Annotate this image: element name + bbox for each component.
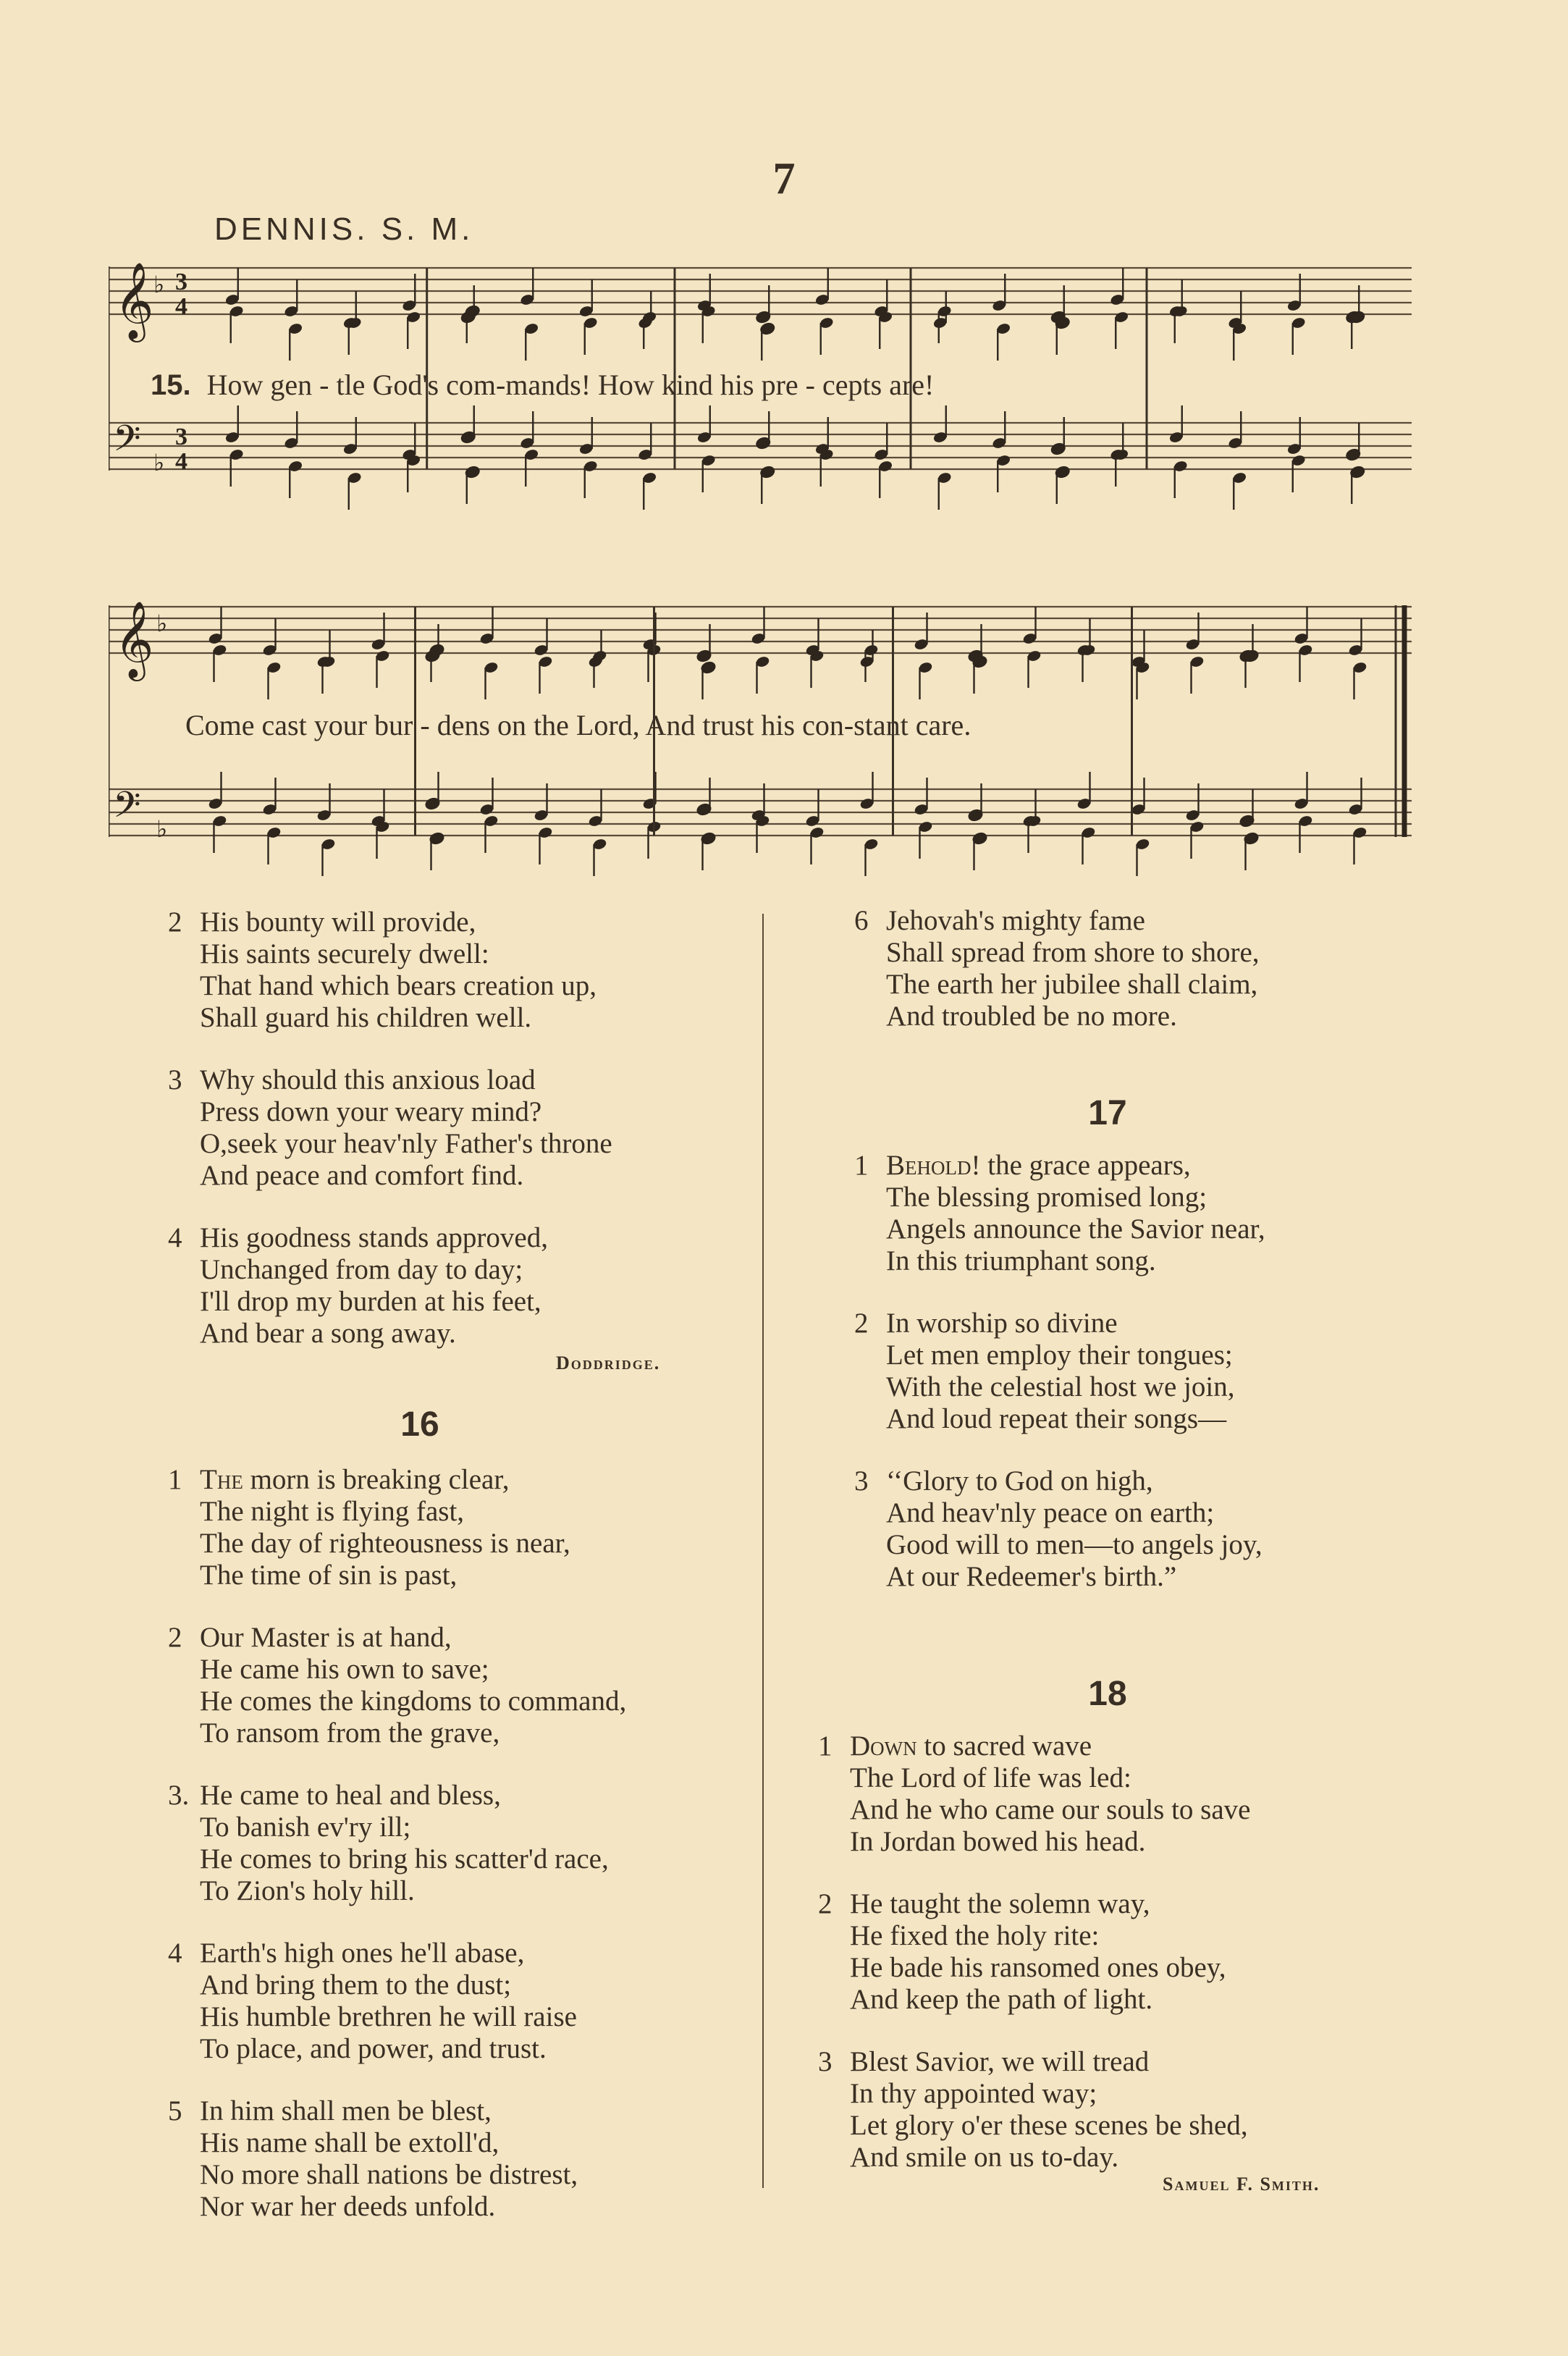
lyric-line-1: 15. How gen - tle God's com-mands! How kind his pre - cepts are!	[151, 369, 935, 401]
column-divider	[762, 914, 764, 2188]
author-doddridge: Doddridge.	[556, 1352, 661, 1373]
stanza: 4 Earth's high ones he'll abase, And bring them to the dust; His humble brethren he will raise To place, and power, and trust.	[168, 1938, 577, 2064]
hymn-18-stanzas	[818, 1730, 1250, 2204]
treble-staff-1	[109, 268, 1412, 314]
svg-text:4: 4	[175, 293, 187, 320]
stanza: 1 The morn is breaking clear, The night is flying fast, The day of righteousness is near, The time of sin is past,	[168, 1464, 570, 1591]
stanza: 1 Down to sacred wave The Lord of life was led: And he who came our souls to save In Jordan bowed his head.	[818, 1730, 1251, 1857]
flat-icon: ♭	[156, 815, 168, 843]
stanza: 3. He came to heal and bless, To banish ev'ry ill; He comes to bring his scatter'd race, To Zion's holy hill.	[168, 1780, 609, 1906]
stanza: 2 Our Master is at hand, He came his own to save; He comes the kingdoms to command, To ransom from the grave,	[168, 1622, 627, 1749]
hymn-number-16: 16	[400, 1405, 439, 1444]
svg-text:3: 3	[175, 424, 187, 450]
stanza: 4 His goodness stands approved, Unchanged from day to day; I'll drop my burden at his feet, And bear a song away.	[168, 1222, 548, 1349]
svg-text:4: 4	[175, 448, 187, 475]
stanza: 2 In worship so divine Let men employ their tongues; With the celestial host we join, And loud repeat their songs—	[854, 1308, 1235, 1434]
treble-clef-icon: 𝄞	[114, 600, 154, 678]
stanza: 3 Blest Savior, we will tread In thy appointed way; Let glory o'er these scenes be shed, And smile on us to-day.	[818, 2046, 1248, 2173]
stanza: 3 ‘‘Glory to God on high, And heav'nly peace on earth; Good will to men—to angels joy, At our Redeemer's birth.”	[854, 1465, 1263, 1592]
treble-clef-icon: 𝄞	[114, 261, 154, 339]
flat-icon: ♭	[153, 271, 165, 298]
hymn-16-stanzas	[168, 1464, 626, 2253]
hymn-15-stanzas	[168, 906, 612, 1380]
stanza: 1 Behold! the grace appears, The blessing promised long; Angels announce the Savior near, In this triumphant song.	[854, 1150, 1265, 1276]
hymn-17-stanzas	[854, 1150, 1265, 1623]
stanza: 3 Why should this anxious load Press down your weary mind? O,seek your heav'nly Father's throne And peace and comfort find.	[168, 1064, 612, 1191]
svg-text:3: 3	[175, 269, 187, 295]
hymn-number-17: 17	[1088, 1094, 1127, 1132]
stanza: 6 Jehovah's mighty fame Shall spread from shore to shore, The earth her jubilee shall claim, And troubled be no more.	[854, 905, 1260, 1032]
author-samuel-f-smith: Samuel F. Smith.	[1163, 2174, 1320, 2195]
treble-staff-2	[109, 607, 1412, 653]
lyric-line-2: Come cast your bur - dens on the Lord, And trust his con-stant care.	[185, 709, 971, 741]
stanza: 5 In him shall men be blest, His name shall be extoll'd, No more shall nations be distrest, Nor war her deeds unfold.	[168, 2095, 578, 2222]
flat-icon: ♭	[153, 449, 165, 476]
bass-clef-icon: 𝄢	[113, 418, 141, 468]
hymn-number-18: 18	[1088, 1675, 1127, 1713]
flat-icon: ♭	[156, 610, 168, 637]
bass-clef-icon: 𝄢	[113, 784, 141, 835]
page-number: 7	[772, 154, 796, 203]
stanza: 2 His bounty will provide, His saints securely dwell: That hand which bears creation up, Shall guard his children well.	[168, 906, 597, 1033]
tune-title: DENNIS. S. M.	[214, 211, 474, 247]
stanza: 2 He taught the solemn way, He fixed the holy rite: He bade his ransomed ones obey, And keep the path of light.	[818, 1888, 1226, 2015]
hymn-16-continued	[854, 905, 1260, 1063]
